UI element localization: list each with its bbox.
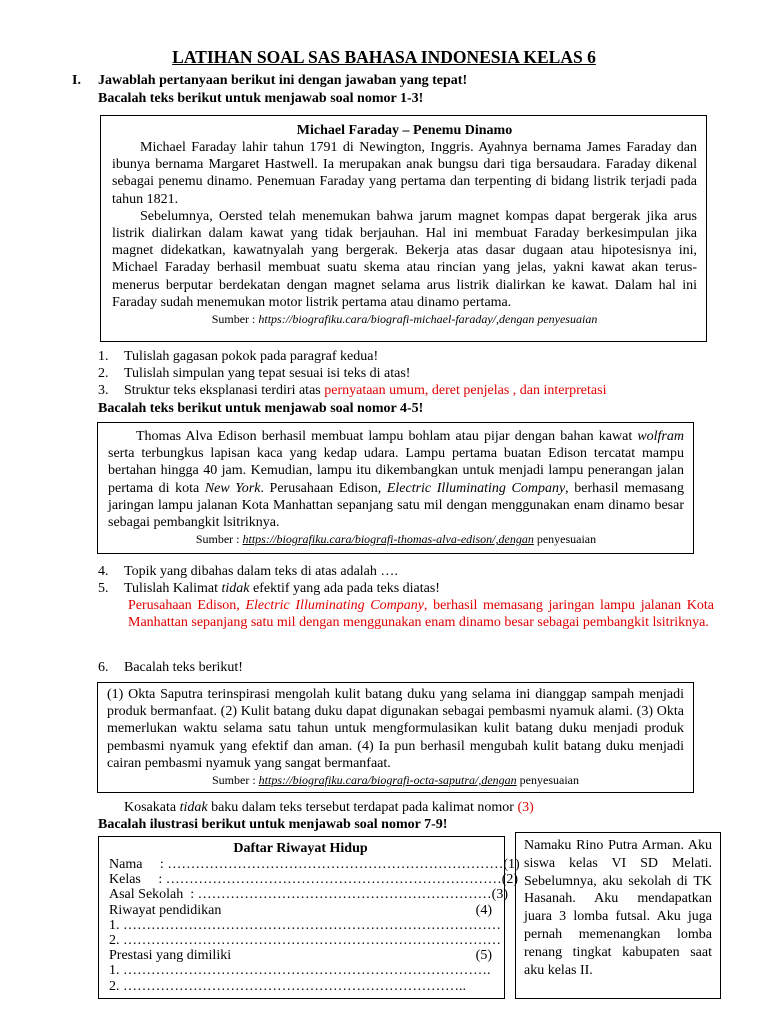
cv-title: Daftar Riwayat Hidup [233, 841, 368, 856]
source-link[interactable]: https://biografiku.cara/biografi-thomas-alva-edison/,dengan [242, 532, 534, 547]
passage-okta-box [97, 682, 694, 793]
source-link[interactable]: https://biografiku.cara/biografi-michael-faraday/,dengan penyesuaian [258, 312, 598, 327]
cv-box [98, 836, 520, 999]
answer-6: (3) [517, 800, 534, 815]
read-instruction-4-5: Bacalah teks berikut untuk menjawab soal nomor 4-5! [98, 401, 424, 416]
question-3: 3. Struktur teks eksplanasi terdiri atas pernyataan umum, deret penjelas , dan interpretasi [98, 383, 607, 398]
passage-paragraph-2: Sebelumnya, Oersted telah menemukan bahwa jarum magnet kompas dapat bergerak jika arus listrik dialirkan dalam kawat yang tidak berjauhan. Hal ini membuat Faraday berkesimpulan jika magnet didekatkan, kawatnyalah yang bergerak. Bekerja atas dasar dugaan atau hipotesisnya ini, Michael Faraday berhasil membuat suatu skema atau rincian yang jelas, yakni kawat akan terus-menerus berputar berdekatan dengan magnet selama arus listrik dialirkan ke kawat. Dalam hal ini Faraday sudah menemukan motor listrik pertama atau dinamo pertama. [112, 208, 697, 310]
bio-text: Namaku Rino Putra Arman. Aku siswa kelas VI SD Melati. Sebelumnya, aku sekolah di TK Hasanah. Aku mendapatkan juara 3 lomba futsal. Aku juga pernah memenangkan lomba renang tingkat kabupaten saat aku kelas II. [524, 838, 712, 978]
question-4: 4. Topik yang dibahas dalam teks di atas adalah …. [98, 564, 398, 579]
cv-kelas-row: Kelas : ……………………………………………………………… (2) [109, 872, 519, 888]
question-6-statement: Kosakata tidak baku dalam teks tersebut terdapat pada kalimat nomor (3) [124, 800, 534, 815]
question-6: 6. Bacalah teks berikut! [98, 660, 243, 675]
passage-edison-text: Thomas Alva Edison berhasil membuat lampu bohlam atau pijar dengan bahan kawat wolfram serta terbungkus lapisan kaca yang kedap udara. Lampu pertama buatan Edison tercatat mampu bertahan hingga 40 jam. Kemudian, lampu itu dikembangkan untuk menjadi lampu penerangan jalan pertama di kota New York. Perusahaan Edison, Electric Illuminating Company, berhasil memasang jaringan lampu jalanan Kota Manhattan sepanjang satu mil dengan menggunakan enam dinamo besar sebagai pembangkit lsitriknya. [108, 429, 685, 531]
question-2: 2. Tulislah simpulan yang tepat sesuai isi teks di atas! [98, 366, 411, 381]
passage-heading: Michael Faraday – Penemu Dinamo [296, 123, 513, 138]
read-instruction-7-9: Bacalah ilustrasi berikut untuk menjawab soal nomor 7-9! [98, 817, 448, 832]
passage-paragraph-1: Michael Faraday lahir tahun 1791 di Newington, Inggris. Ayahnya bernama James Faraday dan ibunya bernama Margaret Hastwell. Ia merupakan anak bungsu dari tiga bersaudara. Faraday dikenal sebagai penemu dinamo. Penemuan Faraday yang pertama dan terpenting di bidang listrik terjadi pada tahun 1821. [112, 140, 697, 207]
answer-3: pernyataan umum, deret penjelas , dan interpretasi [324, 383, 607, 398]
question-1: 1. Tulislah gagasan pokok pada paragraf kedua! [98, 349, 379, 364]
cv-prestasi-line-1: 1. ……………………………………………………………………. [109, 963, 491, 979]
cv-riwayat-line-2: 2. ……………………………………………………………………… [109, 933, 501, 949]
section-instruction: Jawablah pertanyaan berikut ini dengan jawaban yang tepat! [98, 73, 468, 88]
cv-prestasi-row: Prestasi yang dimiliki (5) [109, 948, 492, 964]
passage-source: Sumber : https://biografiku.cara/biografi-michael-faraday/,dengan penyesuaian [211, 312, 598, 327]
answer-5: Perusahaan Edison, Electric Illuminating Company, berhasil memasang jaringan lampu jalanan Kota Manhattan sepanjang satu mil dengan menggunakan enam dinamo besar sebagai pembangkit lsitriknya. [128, 598, 714, 630]
cv-riwayat-row: Riwayat pendidikan (4) [109, 902, 492, 918]
cv-asal-row: Asal Sekolah : ……………………………………………………… (3) [109, 887, 508, 903]
passage-source: Sumber : https://biografiku.cara/biografi-octa-saputra/,dengan penyesuaian [212, 773, 579, 788]
source-link[interactable]: https://biografiku.cara/biografi-octa-saputra/,dengan [258, 773, 517, 788]
read-instruction-1-3: Bacalah teks berikut untuk menjawab soal nomor 1-3! [98, 91, 424, 106]
passage-source: Sumber : https://biografiku.cara/biografi-thomas-alva-edison/,dengan penyesuaian [195, 532, 597, 547]
bio-box [515, 832, 721, 999]
page-title: LATIHAN SOAL SAS BAHASA INDONESIA KELAS 6 [172, 47, 596, 67]
passage-okta-text: (1) Okta Saputra terinspirasi mengolah kulit batang duku yang selama ini dianggap sampah menjadi produk bermanfaat. (2) Kulit batang duku dapat digunakan sebagai pembasmi nyamuk alami. (3) Okta memerlukan waktu selama satu tahun untuk mengformulasikan kulit batang duku menjadi produk pembasmi nyamuk yang efektif dan aman. (4) Ia pun berhasil mengubah kulit batang duku menjadi cairan pembasmi nyamuk yang sangat bermanfaat. [107, 687, 684, 771]
passage-faraday-box [100, 115, 707, 342]
question-5: 5. Tulislah Kalimat tidak efektif yang ada pada teks diatas! [98, 581, 440, 596]
cv-riwayat-line-1: 1. ……………………………………………………………………… [109, 917, 501, 933]
section-number: I. [72, 73, 81, 88]
passage-edison-box [97, 422, 694, 554]
cv-nama-row: Nama : ……………………………………………………………… (1) [109, 857, 520, 872]
cv-prestasi-line-2: 2. ……………………………………………………………….. [109, 978, 466, 994]
